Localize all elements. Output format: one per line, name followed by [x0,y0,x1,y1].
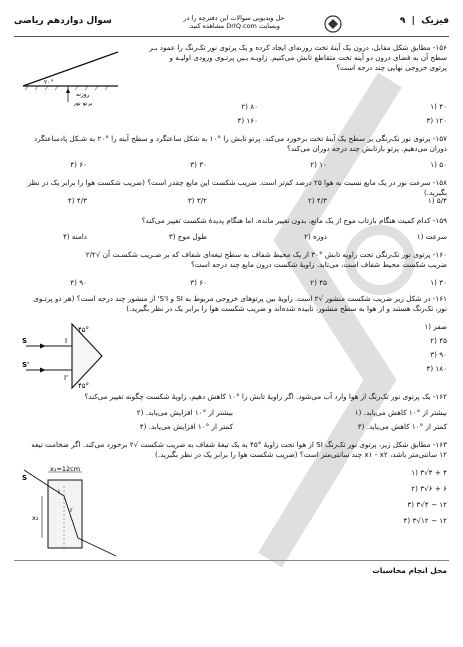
scratch-divider [14,560,449,561]
q161-line1: ۱۶۱- در شکل زیر ضریب شکست منشور √۲ است. زاویهٔ بین پرتوهای خروجی مربوط به SI و S'I' از منشور چند درجه است؟ (هر دو پرتـوی [33,294,447,303]
subject-title: فیزیک [421,16,449,26]
q161-option-1[interactable]: صفر (۱ [424,322,447,331]
video-note [164,14,304,30]
q156-option-2[interactable]: ۸۰ (۲ [241,102,258,111]
q161-bottom-angle: ۴۵° [78,382,90,390]
q162-line1: ۱۶۲- یک پرتوی نور تک‌رنگ از هوا وارد آب می‌شود. اگر زاویهٔ تابش را °۱۰ کاهش دهیم، زاویهٔ شکست چگونه تغییر می‌کند؟ [84,392,447,401]
q161-S-label: S [22,337,28,345]
q156-hole-label: روزنه [76,91,90,98]
q163-plate-figure [20,466,120,558]
q162-option-2[interactable]: بیشتر از °۱۰ افزایش می‌یابد. (۲ [136,408,233,417]
q161-option-3[interactable]: ۹۰ (۳ [430,350,447,359]
q160-options [16,278,447,289]
q161-prism-figure [22,320,112,392]
q161-I-label: I [65,337,68,345]
question-161 [17,294,447,314]
video-note-line2: وبسایت DrIQ.com مشاهده کنید. [188,22,280,30]
question-157 [17,134,447,154]
exam-title: سوال دوازدهم ریاضی [14,16,112,26]
q163-option-4[interactable]: ۱۲ − ۱۲√۳ (۴ [403,516,447,525]
q159-option-1[interactable]: سرعت (۱ [416,232,447,241]
q158-option-4[interactable]: ۴/۳ (۴ [67,196,87,205]
q161-top-angle: ۴۵° [78,326,90,334]
q156-option-1[interactable]: ۴۰ (۱ [430,102,447,111]
q162-option-1[interactable]: بیشتر از °۱۰ کاهش می‌یابد. (۱ [354,408,447,417]
q156-option-4[interactable]: ۱۶۰ (۴ [237,116,258,125]
q161-I2-label: I' [64,374,68,382]
q162-option-3[interactable]: کمتر از °۱۰ کاهش می‌یابد. (۳ [357,422,447,431]
q163-x2-label: x₂ [32,514,39,522]
q163-option-3[interactable]: ۱۲ − ۴√۳ (۳ [407,500,447,509]
q159-line1: ۱۵۹- کدام کمیت هنگام بازتاب موج از یک مانع، بدون تغییر مانده، اما هنگام پدیدهٔ شکست تغییر می‌کند؟ [141,216,447,225]
q156-line3: پرتوی خروجی نهایی چند درجه است؟ [336,63,447,72]
q160-option-4[interactable]: ۹۰ (۴ [70,278,87,287]
q161-option-2[interactable]: ۴۵ (۲ [430,336,447,345]
q163-r-label: r [70,506,73,514]
question-160 [17,250,447,270]
q157-option-1[interactable]: ۵۰ (۱ [430,160,447,169]
q160-option-3[interactable]: ۶۰ (۳ [190,278,207,287]
q161-option-4[interactable]: ۱۸۰ (۴ [426,364,447,373]
q157-line2: دوران می‌دهیم. پرتو بازتابش چند درجه دوران می‌کند؟ [287,144,447,153]
q158-options [16,196,447,207]
q156-option-3[interactable]: ۱۲۰ (۳ [426,116,447,125]
q157-option-3[interactable]: ۳۰ (۳ [190,160,207,169]
q160-line1: ۱۶۰- پرتوی نور تک‌رنگی تحت زاویه تابش °۳۰ از یک محیط شفاف به سطح تیغه‌ای شفاف که بر ضـریب شکسـت آن √۲/۲ [85,250,447,259]
q163-x1-label: x₁=12cm [50,466,81,473]
q163-S-label: S [22,474,28,482]
question-156 [117,43,447,73]
q163-I-label: I [58,488,60,496]
q156-figure [18,44,123,106]
q157-line1: ۱۵۷- پرتوی نور تک‌رنگی بر سطح یک آینهٔ تخت برخورد می‌کند. پرتو تابش را °۱۰ به شکل ساعتگرد و سطح آینه را °۲۰ به شـکل پادساعتگرد [34,134,447,143]
q163-option-2[interactable]: ۶ + ۶√۳ (۲ [411,484,447,493]
q159-option-3[interactable]: طول موج (۳ [168,232,207,241]
q158-line1: ۱۵۸- سرعت نور در یک مایع نسبت به هوا ۲۵ درصد کم‌تر است. ضریب شکست این مایع چقدر است؟ (ضریب شکست هوا را برابر یک در نظر بگیرید.) [27,178,447,197]
q162-option-4[interactable]: کمتر از °۱۰ افزایش می‌یابد. (۴ [139,422,233,431]
q160-line2: ضریب شکست محیط شفاف است، می‌تابد. زاویهٔ شکست درون مایع چند درجه است؟ [190,260,447,269]
q161-S2-label: S' [22,361,30,369]
question-162 [17,392,447,402]
q156-line2: سطح آن به فضای درون دو آینه تخت متقاطع تابش می‌کنیم. زاویـه بـین پرتـوی ورودی اولیـه و [169,53,447,62]
q163-line2: ۱۲ سانتی‌متر باشد، x۱ - x۲ چند سانتی‌متر است؟ (ضریب شکست هوا را برابر یک در نظر بگیرید.) [155,450,447,459]
question-158 [17,178,447,198]
q158-option-2[interactable]: ۴/۳ (۲ [307,196,327,205]
q156-angle-label: ۲۰° [44,79,54,86]
page-header [14,14,449,37]
page-number: ۹ [399,16,406,26]
q157-option-4[interactable]: ۶۰ (۴ [70,160,87,169]
scratch-area-label: محل انجام محاسبات [372,566,447,575]
q160-option-2[interactable]: ۴۵ (۲ [310,278,327,287]
q158-option-3[interactable]: ۳/۲ (۳ [187,196,207,205]
q157-option-2[interactable]: ۱۰ (۲ [310,160,327,169]
q163-option-1[interactable]: ۴ + ۴√۳ (۱ [411,468,447,477]
question-163 [17,440,447,460]
q159-option-4[interactable]: دامنه (۴ [62,232,87,241]
q159-options [16,232,447,243]
q157-options [16,160,447,171]
q163-line1: ۱۶۳- مطابق شکل زیر، پرتوی نور تک‌رنگ SI از هوا تحت زاویهٔ °۴۵ به یک تیغهٔ شفاف به ضریب شکست √۲ برخورد می‌کند. اگر ضخامت تیغه [31,440,447,449]
subject-box: فیزیک | ۹ [399,16,449,26]
brand-logo-icon [319,14,347,34]
q158-option-1[interactable]: ۵/۴ (۱ [427,196,447,205]
question-159 [17,216,447,226]
q161-line2: نور، تک‌رنگ هستند و از هوا به سطح منشور، تابیده شده‌اند و ضریب شکست هوا را برابر یک در نظر بگیرید.) [126,304,447,313]
q160-option-1[interactable]: ۳۰ (۱ [430,278,447,287]
q156-line1: ۱۵۶- مطابق شکل مقابل، درون یک آینهٔ تخت روزنه‌ای ایجاد کرده و یک پرتوی نور تک‌رنگ را عمود بـر [149,43,447,52]
video-note-line1: حل ویدیویی سوالات این دفترچه را در [183,14,285,22]
q156-ray-label: پرتو نور [73,100,93,106]
q159-option-2[interactable]: دوره (۲ [304,232,327,241]
